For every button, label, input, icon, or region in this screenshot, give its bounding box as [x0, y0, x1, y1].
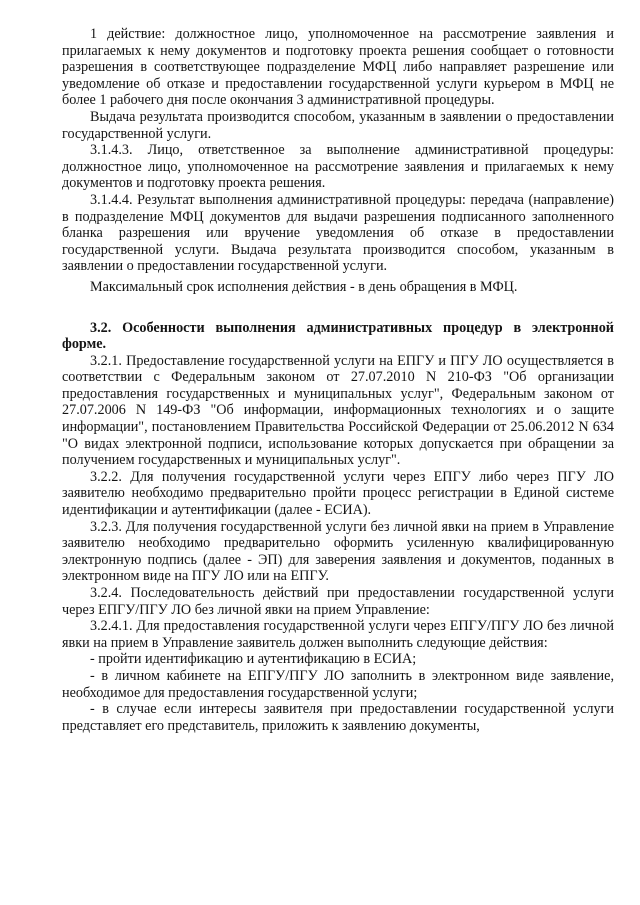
- paragraph-3-2-1: 3.2.1. Предоставление государственной услуги на ЕПГУ и ПГУ ЛО осуществляется в соответствии с Федеральным законом от 27.07.2010 N 210-ФЗ "Об организации предоставления государственных и муниципальных услуг", Федеральным законом от 27.07.2006 N 149-ФЗ "Об информации, информационных технологиях и о защите информации", постановлением Правительства Российской Федерации от 25.06.2012 N 634 "О видах электронной подписи, использование которых допускается при обращении за получением государственных и муниципальных услуг".: [62, 352, 614, 469]
- paragraph-3-2-3: 3.2.3. Для получения государственной услуги без личной явки на прием в Управление заявителю необходимо предварительно оформить усиленную квалифицированную электронную подпись (далее - ЭП) для заверения заявления и документов, поданных в электронном виде на ПГУ ЛО или на ЕПГУ.: [62, 518, 614, 585]
- paragraph-3-2-4: 3.2.4. Последовательность действий при предоставлении государственной услуги через ЕПГУ/ПГУ ЛО без личной явки на прием Управление:: [62, 585, 614, 618]
- paragraph-3-1-4-3: 3.1.4.3. Лицо, ответственное за выполнение административной процедуры: должностное лицо, уполномоченное на рассмотрение заявления и прилагаемых к нему документов и подготовку проекта решения.: [62, 142, 614, 192]
- paragraph-action-1: 1 действие: должностное лицо, уполномоченное на рассмотрение заявления и прилагаемых к нему документов и подготовку проекта решения сообщает о готовности разрешения в соответствующее подразделение МФЦ либо направляет разрешение или уведомление об отказе и предоставлении государственной услуги курьером в МФЦ не более 1 рабочего дня после окончания 3 административной процедуры.: [62, 26, 614, 109]
- list-item-esia: - пройти идентификацию и аутентификацию в ЕСИА;: [90, 651, 417, 668]
- document-page: [62, 26, 614, 734]
- list-item-fill-application: - в личном кабинете на ЕПГУ/ПГУ ЛО заполнить в электронном виде заявление, необходимое для предоставления государственной услуги;: [62, 667, 614, 701]
- paragraph-result-delivery: Выдача результата производится способом, указанным в заявлении о предоставлении государственной услуги.: [62, 108, 614, 142]
- list-item-representative: - в случае если интересы заявителя при предоставлении государственной услуги представляет его представитель, приложить к заявлению документы,: [62, 701, 614, 734]
- paragraph-max-term: Максимальный срок исполнения действия - в день обращения в МФЦ.: [90, 278, 518, 295]
- paragraph-3-2-4-1: 3.2.4.1. Для предоставления государственной услуги через ЕПГУ/ПГУ ЛО без личной явки на прием в Управление заявитель должен выполнить следующие действия:: [62, 618, 614, 651]
- paragraph-3-2-2: 3.2.2. Для получения государственной услуги через ЕПГУ либо через ПГУ ЛО заявителю необходимо предварительно пройти процесс регистрации в Единой системе идентификации и аутентификации (далее - ЕСИА).: [62, 468, 614, 519]
- section-heading-3-2: 3.2. Особенности выполнения административных процедур в электронной форме.: [62, 319, 614, 353]
- paragraph-3-1-4-4: 3.1.4.4. Результат выполнения административной процедуры: передача (направление) в подразделение МФЦ документов для выдачи разрешения подписанного заполненного бланка разрешения или вручение уведомления об отказе в предоставлении государственной услуги. Выдача результата производится способом, указанным в заявлении о предоставлении государственной услуги.: [62, 191, 614, 275]
